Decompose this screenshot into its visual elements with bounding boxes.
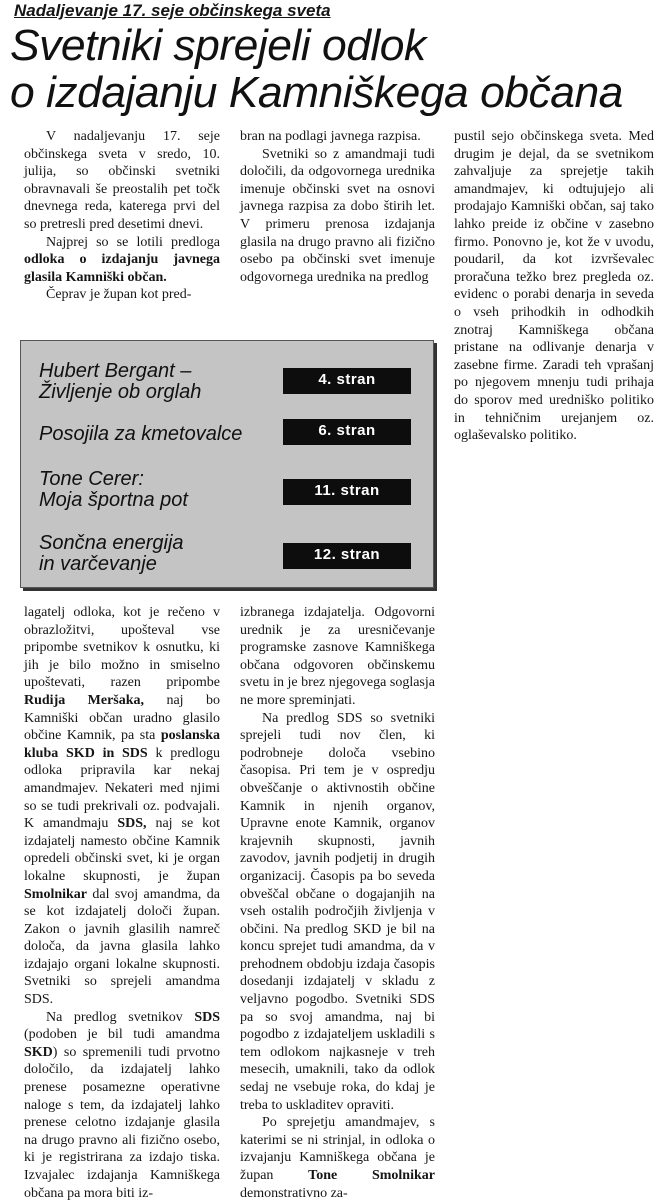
bold-name: SDS xyxy=(194,1009,220,1025)
article-column-3 xyxy=(454,128,654,445)
article-column-1-top xyxy=(24,128,220,304)
paragraph: Po sprejetju amandmajev, s katerimi se ni strinjal, in odloka o izvajanju Kamniškega občana je župan Tone Smolnikar demonstrativno za- xyxy=(240,1115,435,1201)
article-column-1-bottom xyxy=(24,604,220,1202)
article-column-2-top xyxy=(240,128,435,286)
bold-name: SKD xyxy=(24,1044,53,1060)
paragraph: V nadaljevanju 17. seje občinskega sveta v sredo, 10. julija, so občinski svetniki obravnavali še preostalih pet točk dnevnega reda, katerega prvi del so pretresli pred desetimi dnevi. xyxy=(24,129,220,232)
promo-page-label: 12. stran xyxy=(283,543,411,569)
paragraph: Na predlog svetnikov SDS (podoben je bil tudi amandma SKD) so spremenili tudi prvotno določilo, da izdajatelj lahko prenese posamezne operativne naloge s tem, da izdajatelj lahko prenese celotno izdajanje glasila na drugo pravno ali fizično osebo, ki je registrirana za izdajo tiska. Izvajalec izdajanja Kamniškega občana pa mora biti iz- xyxy=(24,1009,220,1201)
promo-item xyxy=(21,527,433,583)
promo-item xyxy=(21,419,433,459)
promo-title: Posojila za kmetovalce xyxy=(39,423,243,445)
article-column-2-bottom xyxy=(240,604,435,1202)
paragraph: Na predlog SDS so svetniki sprejeli tudi nov člen, ki podrobneje določa vsebino časopisa. Pri tem je v ospredju obveščanje o aktivnostih občine Kamnik in njenih organov, Upravne enote Kamnik, organov krajevnih skupnosti, javnih zavodov, javnih podjetij in drugih organizacij. Časopis pa bo seveda obveščal občane o dogajanjih na vseh ostalih področjih življenja v občini. Na predlog SKD je bil na koncu sprejet tudi amandma, da v prehodnem obdobju izdaja časopis dosedanji izdajatelj v skladu z veljavno pogodbo. Svetniki SDS pa so svoj amandma, naj bi pogodbo z izdajateljem uskladili s tem odlokom najkasneje v treh mesecih, umaknili, tako da odlok sedaj ne vsebuje roka, do kdaj je treba to uskladitev opraviti. xyxy=(240,710,435,1113)
promo-title: Hubert Bergant – Življenje ob orglah xyxy=(39,360,202,403)
paragraph: Čeprav je župan kot pred- xyxy=(46,287,192,303)
paragraph: Svetniki so z amandmaji tudi določili, da odgovornega urednika imenuje občinski svet na osnovi javnega razpisa za dobo štirih let. V primeru prenosa izdajanja glasila na drugo pravno ali fizično osebo pa občinski svet imenuje odgovornega urednika na predlog xyxy=(240,146,435,285)
promo-item xyxy=(21,357,433,413)
article-kicker: Nadaljevanje 17. seje občinskega sveta xyxy=(14,1,331,20)
bold-phrase: odloka o izdajanju javnega glasila Kamniški občan. xyxy=(24,252,220,285)
promo-page-label: 11. stran xyxy=(283,479,411,505)
headline-line-1: Svetniki sprejeli odlok xyxy=(10,21,426,70)
promo-title: Sončna energija in varčevanje xyxy=(39,532,184,575)
bold-name: Tone Smolnikar xyxy=(308,1168,435,1183)
paragraph: izbranega izdajatelja. Odgovorni urednik je za uresničevanje programske zasnove Kamniškega občana odgovoren občinskemu svetu in je brez njegovega soglasja ne more spreminjati. xyxy=(240,605,435,708)
promo-item xyxy=(21,463,433,519)
paragraph: pustil sejo občinskega sveta. Med drugim je dejal, da se svetnikom zahvaljuje za sprejetje takih amandmajev, ki odtujujejo ali prodajajo Kamniški občan, saj tako lahko preide iz občine v zasebno firmo. Ponovno je, kot že v uvodu, poudaril, da kot izvrševalec proračuna težko brez pregleda oz. evidenc o porabi denarja in seveda o vseh prihodkih in odhodkih znotraj Kamniškega občana pristane na odlivanje denarja v zasebne firme. Zaradi teh vprašanj po njegovem mnenju tudi prihaja do sporov med uredniško politiko in tehničnim urejanjem oz. oglaševalsko politiko. xyxy=(454,129,654,444)
paragraph: bran na podlagi javnega razpisa. xyxy=(240,129,421,144)
promo-title: Tone Cerer: Moja športna pot xyxy=(39,468,188,511)
bold-name: Rudija Meršaka, xyxy=(24,692,145,708)
bold-phrase: poslanska kluba SKD in SDS xyxy=(24,728,220,761)
headline-line-2: o izdajanju Kamniškega občana xyxy=(10,68,623,117)
paragraph: lagatelj odloka, kot je rečeno v obrazložitvi, upošteval vse pripombe svetnikov k osnutku, ki jih je bilo možno in smiselno upoštevati, razen pripombe Rudija Meršaka, naj bo Kamniški občan uradno glasilo občine Kamnik, pa sta poslanska kluba SKD in SDS k predlogu odloka pripravila kar nekaj amandmajev. Nekateri med njimi so se tudi prekrivali oz. podvajali. K amandmaju SDS, naj se kot izdajatelj namesto občine Kamnik opredeli občinski svet, ki je organ lokalne skupnosti, je župan Smolnikar dal svoj amandma, da se kot izdajatelj določi župan. Zakon o javnih glasilih namreč določa, da javna glasila lahko izdajajo organi lokalne skupnosti. Svetniki so sprejeli amandma SDS. xyxy=(24,605,221,1008)
article-headline xyxy=(10,22,665,116)
paragraph: Najprej so se lotili predloga odloka o izdajanju javnega glasila Kamniški občan. xyxy=(24,234,220,285)
promo-page-label: 6. stran xyxy=(283,419,411,445)
promo-page-label: 4. stran xyxy=(283,368,411,394)
bold-name: Smolnikar xyxy=(24,886,88,902)
bold-name: SDS, xyxy=(117,816,147,832)
contents-promo-box xyxy=(20,340,434,588)
